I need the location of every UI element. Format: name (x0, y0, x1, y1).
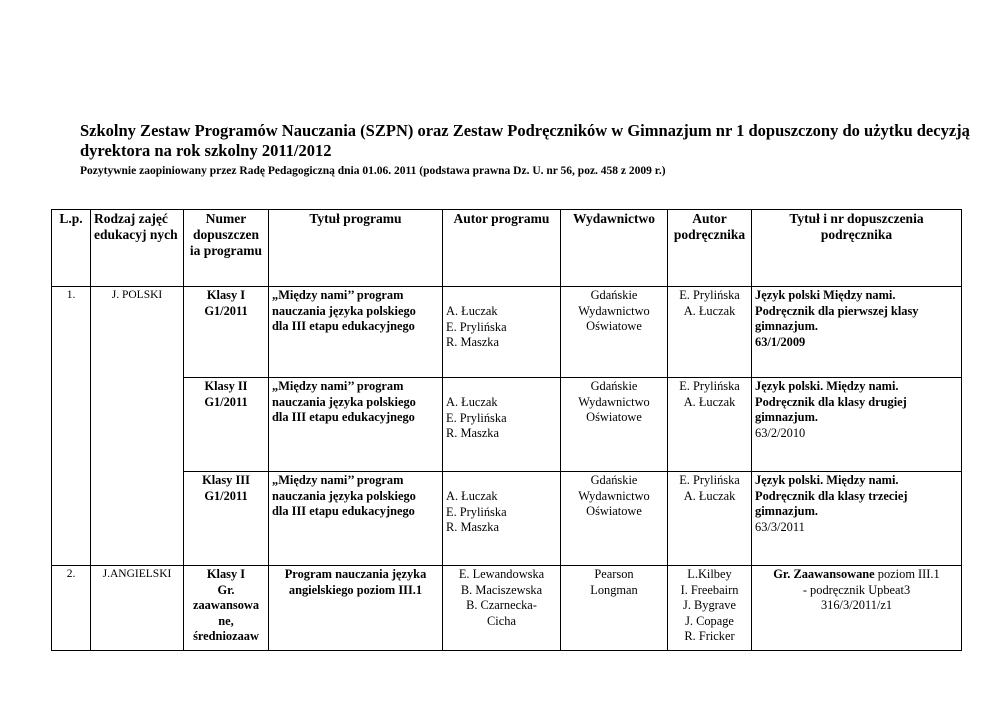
cell-line: E. Lewandowska (458, 567, 545, 581)
cell-line: J. Copage (685, 613, 734, 628)
book-number: 63/1/2009 (755, 334, 806, 349)
cell-line: Program nauczania języka (284, 567, 427, 581)
cell-line: Oświatowe (586, 504, 642, 518)
cell-line: Język polski Między nami. (755, 288, 896, 302)
cell-line: A. Łuczak (683, 394, 736, 409)
program-title (269, 472, 443, 566)
cell-line: Wydawnictwo (578, 394, 650, 409)
publisher (561, 472, 668, 566)
cell-line: Podręcznik dla pierwszej klasy (755, 303, 919, 318)
cell-line: 316/3/2011/z1 (820, 598, 893, 612)
cell-line: R. Fricker (684, 629, 735, 643)
cell-line: Gr. (217, 582, 235, 597)
header-rodzaj: Rodzaj zajęć edukacyj nych (91, 210, 184, 287)
cell-line: zaawansowa (192, 598, 260, 612)
program-title (269, 566, 443, 651)
cell-line: R. Maszka (446, 335, 499, 349)
header-lp: L.p. (52, 210, 91, 287)
header-tytul-podrecznika: Tytuł i nr dopuszczenia podręcznika (752, 210, 962, 287)
book-title-first-line (755, 567, 958, 583)
book-title (752, 378, 962, 472)
cell-line: R. Maszka (446, 426, 499, 440)
cell-line: gimnazjum. (755, 504, 818, 518)
subject-name: J. POLSKI (91, 287, 184, 566)
cell-line: angielskiego poziom III.1 (288, 582, 423, 597)
cell-line: G1/2011 (204, 488, 248, 503)
cell-line: dla III etapu edukacyjnego (272, 504, 415, 518)
table-row (52, 566, 962, 651)
cell-line: Wydawnictwo (578, 303, 650, 318)
cell-line: Oświatowe (586, 410, 642, 424)
header-autor-podrecznika: Autor podręcznika (668, 210, 752, 287)
cell-line: J. Bygrave (683, 598, 736, 612)
cell-line: Longman (590, 582, 638, 597)
cell-line: I. Freebairn (680, 582, 739, 597)
book-level-rest: poziom III.1 (874, 567, 940, 581)
book-authors (668, 378, 752, 472)
book-number: 63/3/2011 (755, 519, 805, 534)
header-autor-programu: Autor programu (443, 210, 561, 287)
cell-line: Klasy III (202, 473, 250, 487)
cell-line: Gdańskie (590, 288, 638, 302)
cell-line: Pearson (594, 567, 634, 581)
program-number (184, 472, 269, 566)
row-number: 2. (52, 566, 91, 651)
cell-line: nauczania języka polskiego (272, 303, 416, 318)
cell-line: Podręcznik dla klasy trzeciej (755, 488, 908, 503)
cell-line: dla III etapu edukacyjnego (272, 410, 415, 424)
program-number (184, 378, 269, 472)
cell-line: dla III etapu edukacyjnego (272, 319, 415, 333)
program-authors (443, 287, 561, 378)
cell-line: Oświatowe (586, 319, 642, 333)
publisher (561, 566, 668, 651)
cell-line: nauczania języka polskiego (272, 394, 416, 409)
cell-line: „Między nami’’ program (272, 473, 404, 487)
cell-line: Język polski. Między nami. (755, 473, 899, 487)
cell-line: Klasy II (204, 379, 248, 393)
cell-line: Gdańskie (590, 379, 638, 393)
cell-line: B. Czarnecka- (466, 598, 537, 612)
program-number (184, 566, 269, 651)
program-title (269, 287, 443, 378)
cell-line: B. Maciszewska (460, 582, 543, 597)
cell-line: A. Łuczak (683, 488, 736, 503)
document-subtitle: Pozytywnie zaopiniowany przez Radę Pedagogiczną dnia 01.06. 2011 (podstawa prawna Dz. U. nr 56, poz. 458 z 2009 r.) (80, 165, 666, 177)
document-title: Szkolny Zestaw Programów Nauczania (SZPN) oraz Zestaw Podręczników w Gimnazjum nr 1 dopuszczony do użytku decyzją dyrektora na rok szkolny 2011/2012 (80, 121, 970, 160)
cell-line: Cicha (487, 613, 516, 628)
curriculum-table (51, 209, 962, 651)
book-authors (668, 287, 752, 378)
cell-line: E. Prylińska (679, 288, 740, 302)
cell-line: A. Łuczak (446, 395, 498, 409)
header-tytul-programu: Tytuł programu (269, 210, 443, 287)
cell-line: A. Łuczak (446, 489, 498, 503)
program-authors (443, 472, 561, 566)
cell-line: A. Łuczak (683, 303, 736, 318)
cell-line: E. Prylińska (446, 319, 507, 334)
cell-line: średniozaaw (193, 629, 259, 643)
cell-line: gimnazjum. (755, 319, 818, 333)
book-authors (668, 472, 752, 566)
publisher (561, 378, 668, 472)
subject-name: J.ANGIELSKI (91, 566, 184, 651)
cell-line: L.Kilbey (687, 567, 732, 581)
book-level-label: Gr. Zaawansowane (773, 567, 875, 581)
program-authors (443, 378, 561, 472)
row-number: 1. (52, 287, 91, 566)
cell-line: E. Prylińska (679, 379, 740, 393)
cell-line: G1/2011 (204, 394, 248, 409)
cell-line: G1/2011 (204, 303, 248, 318)
cell-line: Język polski. Między nami. (755, 379, 899, 393)
book-title (752, 566, 962, 651)
cell-line: Gdańskie (590, 473, 638, 487)
table-row (52, 287, 962, 378)
cell-line: R. Maszka (446, 520, 499, 534)
cell-line: ne, (218, 613, 234, 628)
header-row (52, 210, 962, 287)
header-numer: Numer dopuszczen ia programu (184, 210, 269, 287)
book-title (752, 287, 962, 378)
table-row (52, 472, 962, 566)
cell-line: A. Łuczak (446, 304, 498, 318)
cell-line: E. Prylińska (679, 473, 740, 487)
program-title (269, 378, 443, 472)
cell-line: E. Prylińska (446, 504, 507, 519)
cell-line: - podręcznik Upbeat3 (802, 582, 911, 597)
cell-line: Podręcznik dla klasy drugiej (755, 394, 907, 409)
cell-line: E. Prylińska (446, 410, 507, 425)
cell-line: Klasy I (206, 288, 246, 302)
header-wydawnictwo: Wydawnictwo (561, 210, 668, 287)
program-authors (443, 566, 561, 651)
program-number (184, 287, 269, 378)
publisher (561, 287, 668, 378)
book-number: 63/2/2010 (755, 425, 806, 440)
book-title (752, 472, 962, 566)
cell-line: „Między nami’’ program (272, 288, 404, 302)
cell-line: nauczania języka polskiego (272, 488, 416, 503)
cell-line: Klasy I (206, 567, 246, 581)
cell-line: „Między nami’’ program (272, 379, 404, 393)
book-authors (668, 566, 752, 651)
table-row (52, 378, 962, 472)
cell-line: gimnazjum. (755, 410, 818, 424)
cell-line: Wydawnictwo (578, 488, 650, 503)
